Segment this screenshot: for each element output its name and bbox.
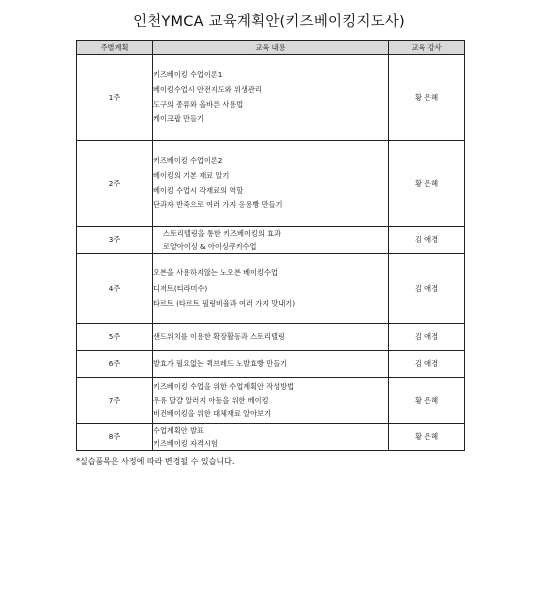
content-cell <box>153 324 389 351</box>
table-row <box>77 254 465 324</box>
content-line: 타르트 (타르트 필링비율과 여러 가지 맛내기) <box>153 299 296 309</box>
instructor-cell: 황 은혜 <box>389 378 465 424</box>
instructor-cell: 김 애경 <box>389 227 465 254</box>
content-line: 비건베이킹을 위한 대체재료 알아보기 <box>153 409 271 419</box>
content-line: 샌드위치를 이용한 확장활동과 스토리텔링 <box>153 331 285 341</box>
content-cell <box>153 424 389 451</box>
content-line: 키즈베이킹 수업이론1 <box>153 70 223 80</box>
table-row <box>77 227 465 254</box>
content-cell <box>153 55 389 141</box>
document-title: 인천YMCA 교육계획안(키즈베이킹지도사) <box>133 14 405 30</box>
table-row <box>77 324 465 351</box>
content-line: 키즈베이킹 수업을 위한 수업계획안 작성방법 <box>153 382 295 392</box>
header-instructor: 교육 강사 <box>389 41 465 55</box>
week-cell: 4주 <box>77 254 153 324</box>
content-line: 도구의 종류와 올바른 사용법 <box>153 99 244 109</box>
content-line: 단과자 반죽으로 여러 가지 응용빵 만들기 <box>153 200 283 210</box>
table-row <box>77 141 465 227</box>
table-header-row <box>77 41 465 55</box>
content-line: 키즈베이킹 수업이론2 <box>153 156 223 166</box>
content-cell <box>153 254 389 324</box>
instructor-cell: 황 은혜 <box>389 141 465 227</box>
header-week-plan: 주별계획 <box>77 41 153 55</box>
education-plan-table <box>76 40 465 451</box>
week-cell: 6주 <box>77 351 153 378</box>
instructor-cell: 김 애경 <box>389 254 465 324</box>
week-cell: 7주 <box>77 378 153 424</box>
content-line: 케이크팝 만들기 <box>153 114 204 124</box>
content-cell <box>153 378 389 424</box>
week-cell: 5주 <box>77 324 153 351</box>
content-line: 발효가 필요없는 퀵브레드 노발효빵 만들기 <box>153 358 288 368</box>
header-education-content: 교육 내용 <box>153 41 389 55</box>
week-cell: 3주 <box>77 227 153 254</box>
table-row <box>77 351 465 378</box>
instructor-cell: 김 애경 <box>389 351 465 378</box>
content-cell <box>153 227 389 254</box>
week-cell: 8주 <box>77 424 153 451</box>
instructor-cell: 황 은혜 <box>389 55 465 141</box>
table-row <box>77 424 465 451</box>
content-line: 스토리텔링을 통한 키즈베이킹의 효과 <box>163 229 281 238</box>
footnote: *실습품목은 사정에 따라 변경될 수 있습니다. <box>76 457 235 466</box>
content-line: 로얄아이싱 & 아이싱쿠키수업 <box>163 242 257 251</box>
content-line: 수업계획안 발표 <box>153 426 204 435</box>
content-line: 베이킹 수업시 각재료의 역할 <box>153 185 244 195</box>
content-line: 디저트(티라미수) <box>153 283 208 293</box>
week-cell: 2주 <box>77 141 153 227</box>
content-line: 오븐을 사용하지않는 노오븐 베이킹수업 <box>153 268 278 278</box>
table-row <box>77 378 465 424</box>
week-cell: 1주 <box>77 55 153 141</box>
content-line: 우유 달걀 알러지 아동을 위한 베이킹 <box>153 395 269 405</box>
instructor-cell: 황 은혜 <box>389 424 465 451</box>
table-row <box>77 55 465 141</box>
content-line: 베이킹의 기본 재료 알기 <box>153 170 230 180</box>
content-line: 키즈베이킹 자격시험 <box>153 439 218 448</box>
content-cell <box>153 351 389 378</box>
content-cell <box>153 141 389 227</box>
instructor-cell: 김 애경 <box>389 324 465 351</box>
content-line: 베이킹수업시 안전지도와 위생관리 <box>153 84 262 94</box>
